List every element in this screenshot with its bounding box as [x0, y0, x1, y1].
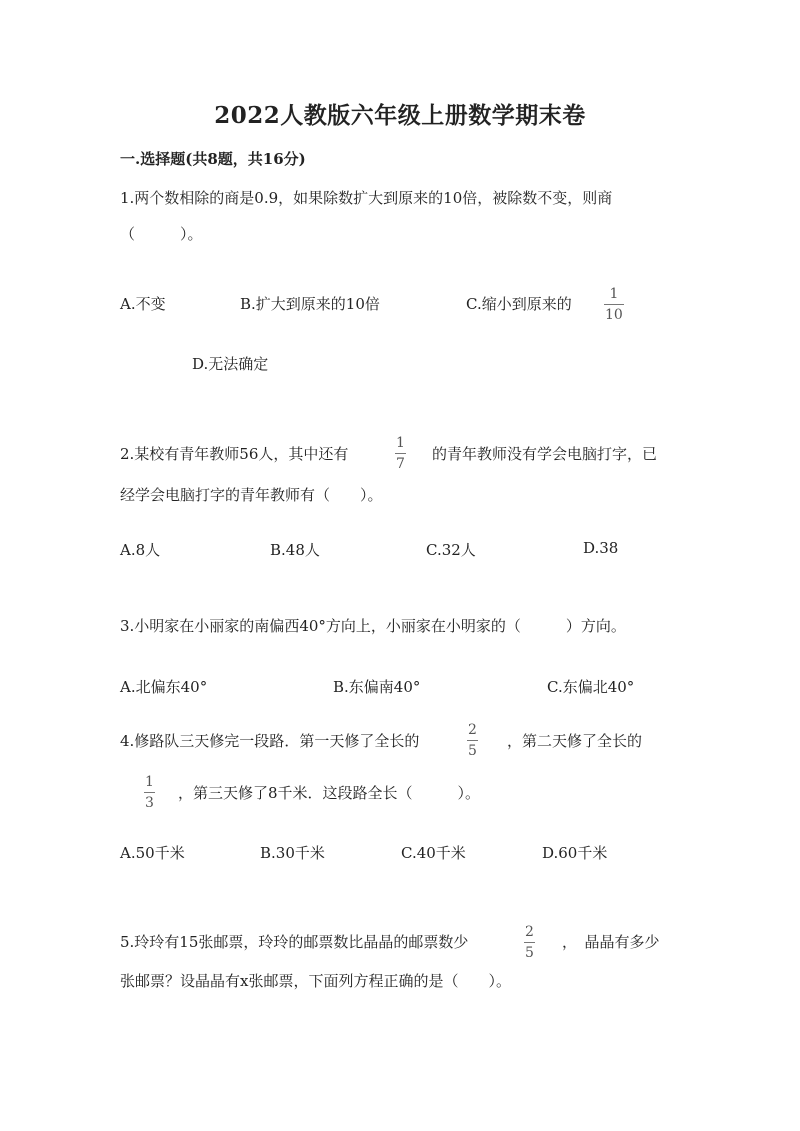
question-1-line-2: （ ）。 — [120, 225, 203, 243]
option-c: C.东偏北40° — [547, 678, 635, 696]
exam-title: 2022人教版六年级上册数学期末卷 — [214, 102, 586, 129]
option-c-fraction — [604, 287, 624, 322]
question-4-line-1-pre: 4.修路队三天修完一段路．第一天修了全长的 — [120, 732, 420, 750]
question-2-line-2: 经学会电脑打字的青年教师有（ ）。 — [120, 486, 383, 504]
option-b: B.48人 — [270, 541, 320, 559]
fraction-bar — [144, 792, 155, 793]
option-b: B.扩大到原来的10倍 — [240, 295, 380, 313]
fraction-numerator: 2 — [525, 924, 534, 940]
question-2-line-1-pre: 2.某校有青年教师56人，其中还有 — [120, 445, 349, 463]
section-heading: 一.选择题(共8题，共16分) — [120, 150, 306, 168]
fraction-bar — [604, 304, 624, 305]
option-a: A.50千米 — [120, 844, 185, 862]
fraction-bar — [467, 740, 478, 741]
option-b: B.30千米 — [260, 844, 325, 862]
fraction-bar — [395, 453, 406, 454]
question-3-line-1: 3.小明家在小丽家的南偏西40°方向上，小丽家在小明家的（ ）方向。 — [120, 617, 626, 635]
question-4-fraction-2 — [144, 775, 155, 810]
question-5-fraction — [524, 925, 535, 960]
option-c: C.缩小到原来的 — [466, 295, 572, 313]
fraction-bar — [524, 942, 535, 943]
fraction-denominator: 7 — [396, 456, 405, 472]
question-2-fraction — [395, 436, 406, 471]
option-d: D.60千米 — [542, 844, 608, 862]
option-c: C.40千米 — [401, 844, 466, 862]
option-a: A.北偏东40° — [120, 678, 208, 696]
question-2-line-1-post: 的青年教师没有学会电脑打字，已 — [432, 445, 658, 463]
fraction-denominator: 5 — [525, 945, 534, 961]
option-a: A.8人 — [120, 541, 161, 559]
fraction-numerator: 1 — [396, 435, 405, 451]
option-c: C.32人 — [426, 541, 476, 559]
fraction-numerator: 1 — [609, 286, 619, 302]
fraction-denominator: 5 — [468, 743, 477, 759]
question-4-line-2: ，第三天修了8千米．这段路全长（ ）。 — [178, 784, 481, 802]
question-4-fraction-1 — [467, 723, 478, 758]
question-4-line-1-post: ，第二天修了全长的 — [507, 732, 643, 750]
option-d: D.无法确定 — [192, 355, 269, 373]
question-5-line-1-pre: 5.玲玲有15张邮票，玲玲的邮票数比晶晶的邮票数少 — [120, 933, 469, 951]
question-5-line-2: 张邮票？设晶晶有x张邮票，下面列方程正确的是（ ）。 — [120, 972, 511, 990]
question-5-line-1-post: ， 晶晶有多少 — [562, 933, 660, 951]
option-d: D.38 — [583, 539, 619, 557]
question-1-line-1: 1.两个数相除的商是0.9，如果除数扩大到原来的10倍，被除数不变，则商 — [120, 189, 613, 207]
fraction-numerator: 2 — [468, 722, 477, 738]
option-a: A.不变 — [120, 295, 166, 313]
fraction-denominator: 3 — [145, 795, 154, 811]
fraction-denominator: 10 — [605, 307, 623, 323]
fraction-numerator: 1 — [145, 774, 154, 790]
option-b: B.东偏南40° — [333, 678, 421, 696]
